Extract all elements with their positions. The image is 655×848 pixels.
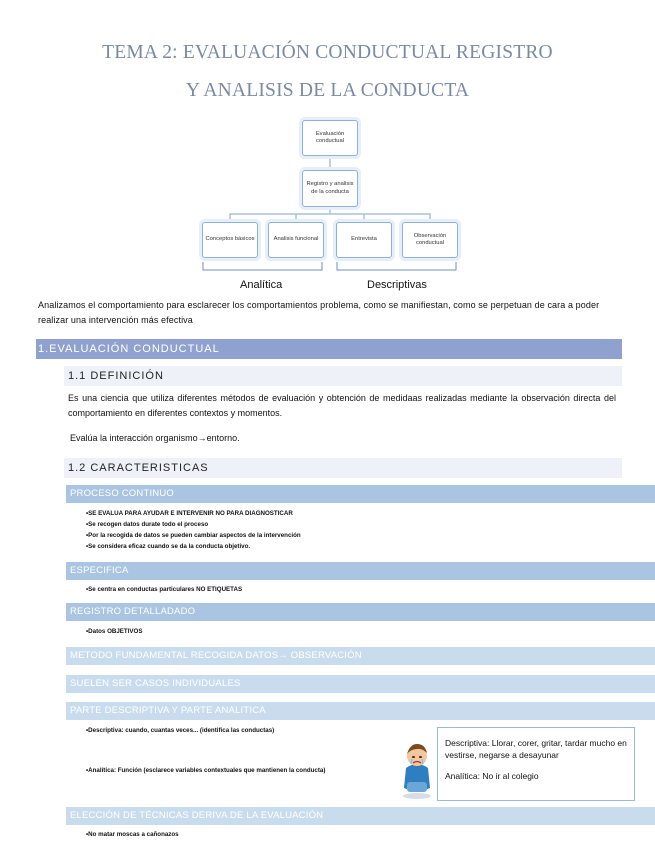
crying-child-illustration bbox=[400, 738, 434, 800]
item-bar-especifica: ESPECIFICA bbox=[66, 562, 655, 580]
page-title-line-1: TEMA 2: EVALUACIÓN CONDUCTUAL REGISTRO bbox=[102, 42, 553, 63]
bullet: •Se centra en conductas particulares NO ETIQUETAS bbox=[86, 586, 243, 593]
item-bar-parte-descriptiva: PARTE DESCRIPTIVA Y PARTE ANALITICA bbox=[66, 702, 655, 720]
definition-note: Evalúa la interacción organismo→entorno. bbox=[70, 433, 240, 443]
bullet: •Se recogen datos durate todo el proceso bbox=[86, 521, 209, 528]
diagram-node-middle: Registro y analisis de la conducta bbox=[302, 170, 358, 207]
subsection-heading-caracteristicas: 1.2 CARACTERISTICAS bbox=[64, 458, 622, 478]
diagram-node-analisis: Analisis funcional bbox=[268, 222, 324, 258]
diagram-branch-descriptivas: Descriptivas bbox=[367, 279, 427, 291]
diagram-node-entrevista: Entrevista bbox=[336, 222, 392, 258]
bullet: •Datos OBJETIVOS bbox=[86, 628, 143, 635]
bullet: •Por la recogida de datos se pueden cambiar aspectos de la intervención bbox=[86, 532, 301, 539]
note-descriptiva: Descriptiva: Llorar, corer, gritar, tardar mucho en vestirse, negarse a desayunar bbox=[445, 738, 627, 760]
diagram-branch-analitica: Analítica bbox=[240, 279, 283, 291]
bullet: •Analítica: Función (esclarece variables contextuales que mantienen la conducta) bbox=[86, 767, 326, 774]
intro-paragraph: Analizamos el comportamiento para esclarecer los comportamientos problema, como se manifiestan, como se perpetuan de cara a poder realizar una intervención más efectiva bbox=[38, 300, 600, 325]
section-heading: 1.EVALUACIÓN CONDUCTUAL bbox=[36, 339, 622, 359]
bullet: •Descriptiva: cuando, cuantas veces... (identifica las conductas) bbox=[86, 727, 275, 734]
item-bar-casos-individuales: SUELEN SER CASOS INDIVIDUALES bbox=[66, 675, 655, 693]
definition-paragraph: Es una ciencia que utiliza diferentes métodos de evaluación y obtención de medidaas realizadas mediante la observación directa del comportamiento en diferentes contextos y momentos. bbox=[68, 393, 616, 418]
diagram-node-root: Evaluación conductual bbox=[302, 120, 358, 156]
page-title-line-2: Y ANALISIS DE LA CONDUCTA bbox=[185, 80, 470, 101]
bullet: •SE EVALUA PARA AYUDAR E INTERVENIR NO PARA DIAGNOSTICAR bbox=[86, 510, 293, 517]
example-note-box bbox=[437, 727, 635, 801]
diagram-node-conceptos: Conceptos básicos bbox=[202, 222, 258, 258]
bullet: •No matar moscas a cañonazos bbox=[86, 831, 179, 838]
bullet: •Se considera eficaz cuando se da la conducta objetivo. bbox=[86, 543, 251, 550]
subsection-heading-definicion: 1.1 DEFINICIÓN bbox=[64, 366, 622, 386]
note-analitica: Analítica: No ir al colegio bbox=[445, 771, 539, 781]
diagram-node-observacion: Observación conductual bbox=[402, 222, 458, 258]
item-bar-metodo-fundamental: METODO FUNDAMENTAL RECOGIDA DATOS→ OBSERVACIÓN bbox=[66, 647, 655, 665]
item-bar-proceso-continuo: PROCESO CONTINUO bbox=[66, 485, 655, 503]
item-bar-registro-detallado: REGISTRO DETALLADADO bbox=[66, 603, 655, 621]
item-bar-eleccion-tecnicas: ELECCIÓN DE TÉCNICAS DERIVA DE LA EVALUACIÓN bbox=[66, 807, 655, 825]
